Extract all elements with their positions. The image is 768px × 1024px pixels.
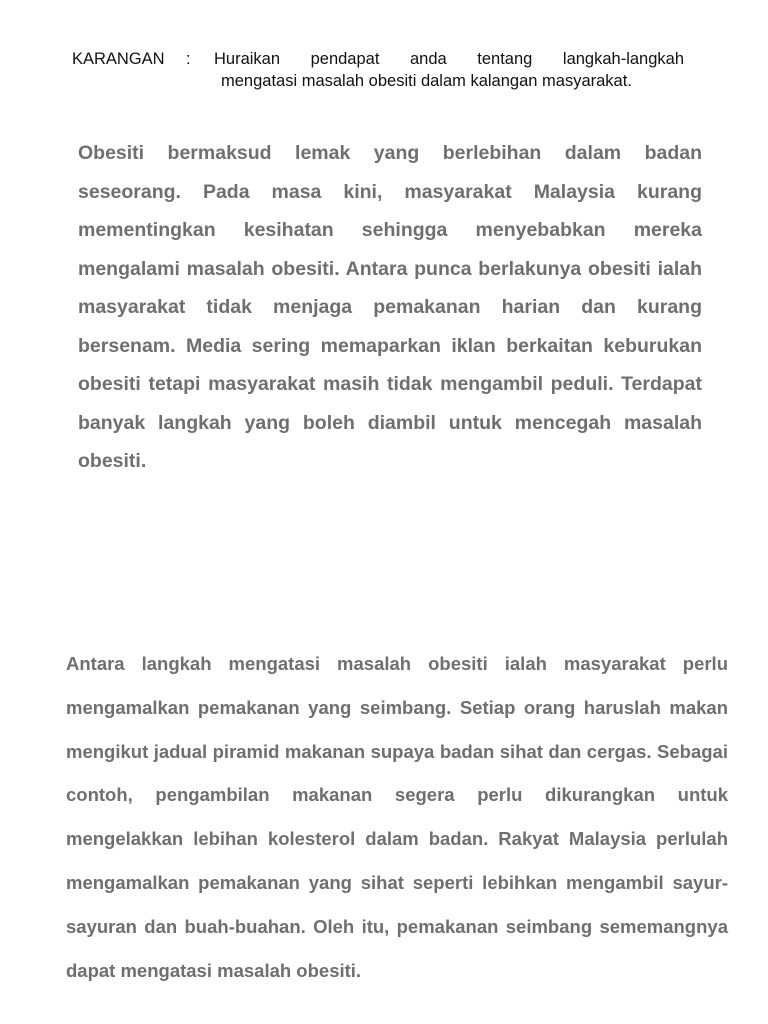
heading-colon: : [186, 50, 191, 68]
point-1-paragraph: Antara langkah mengatasi masalah obesiti ialah masyarakat perlu mengamalkan pemakanan yang seimbang. Setiap orang haruslah makan mengikut jadual piramid makanan supaya badan sihat dan cergas. Sebagai contoh, pengambilan makanan segera perlu dikurangkan untuk mengelakkan lebihan kolesterol dalam badan. Rakyat Malaysia perlulah mengamalkan pemakanan yang sihat seperti lebihkan mengambil sayur-sayuran dan buah-buahan. Oleh itu, pemakanan seimbang sememangnya dapat mengatasi masalah obesiti. [66, 653, 728, 981]
essay-question-line-1: Huraikan pendapat anda tentang langkah-langkah [214, 50, 684, 68]
essay-question-line-2: mengatasi masalah obesiti dalam kalangan masyarakat. [221, 72, 632, 90]
intro-paragraph: Obesiti bermaksud lemak yang berlebihan dalam badan seseorang. Pada masa kini, masyarakat Malaysia kurang mementingkan kesihatan sehingga menyebabkan mereka mengalami masalah obesiti. Antara punca berlakunya obesiti ialah masyarakat tidak menjaga pemakanan harian dan kurang bersenam. Media sering memaparkan iklan berkaitan keburukan obesiti tetapi masyarakat masih tidak mengambil peduli. Terdapat banyak langkah yang boleh diambil untuk mencegah masalah obesiti. [78, 142, 702, 472]
heading-line-1 [72, 48, 712, 70]
essay-label: KARANGAN [72, 50, 165, 68]
essay-heading [72, 48, 712, 92]
